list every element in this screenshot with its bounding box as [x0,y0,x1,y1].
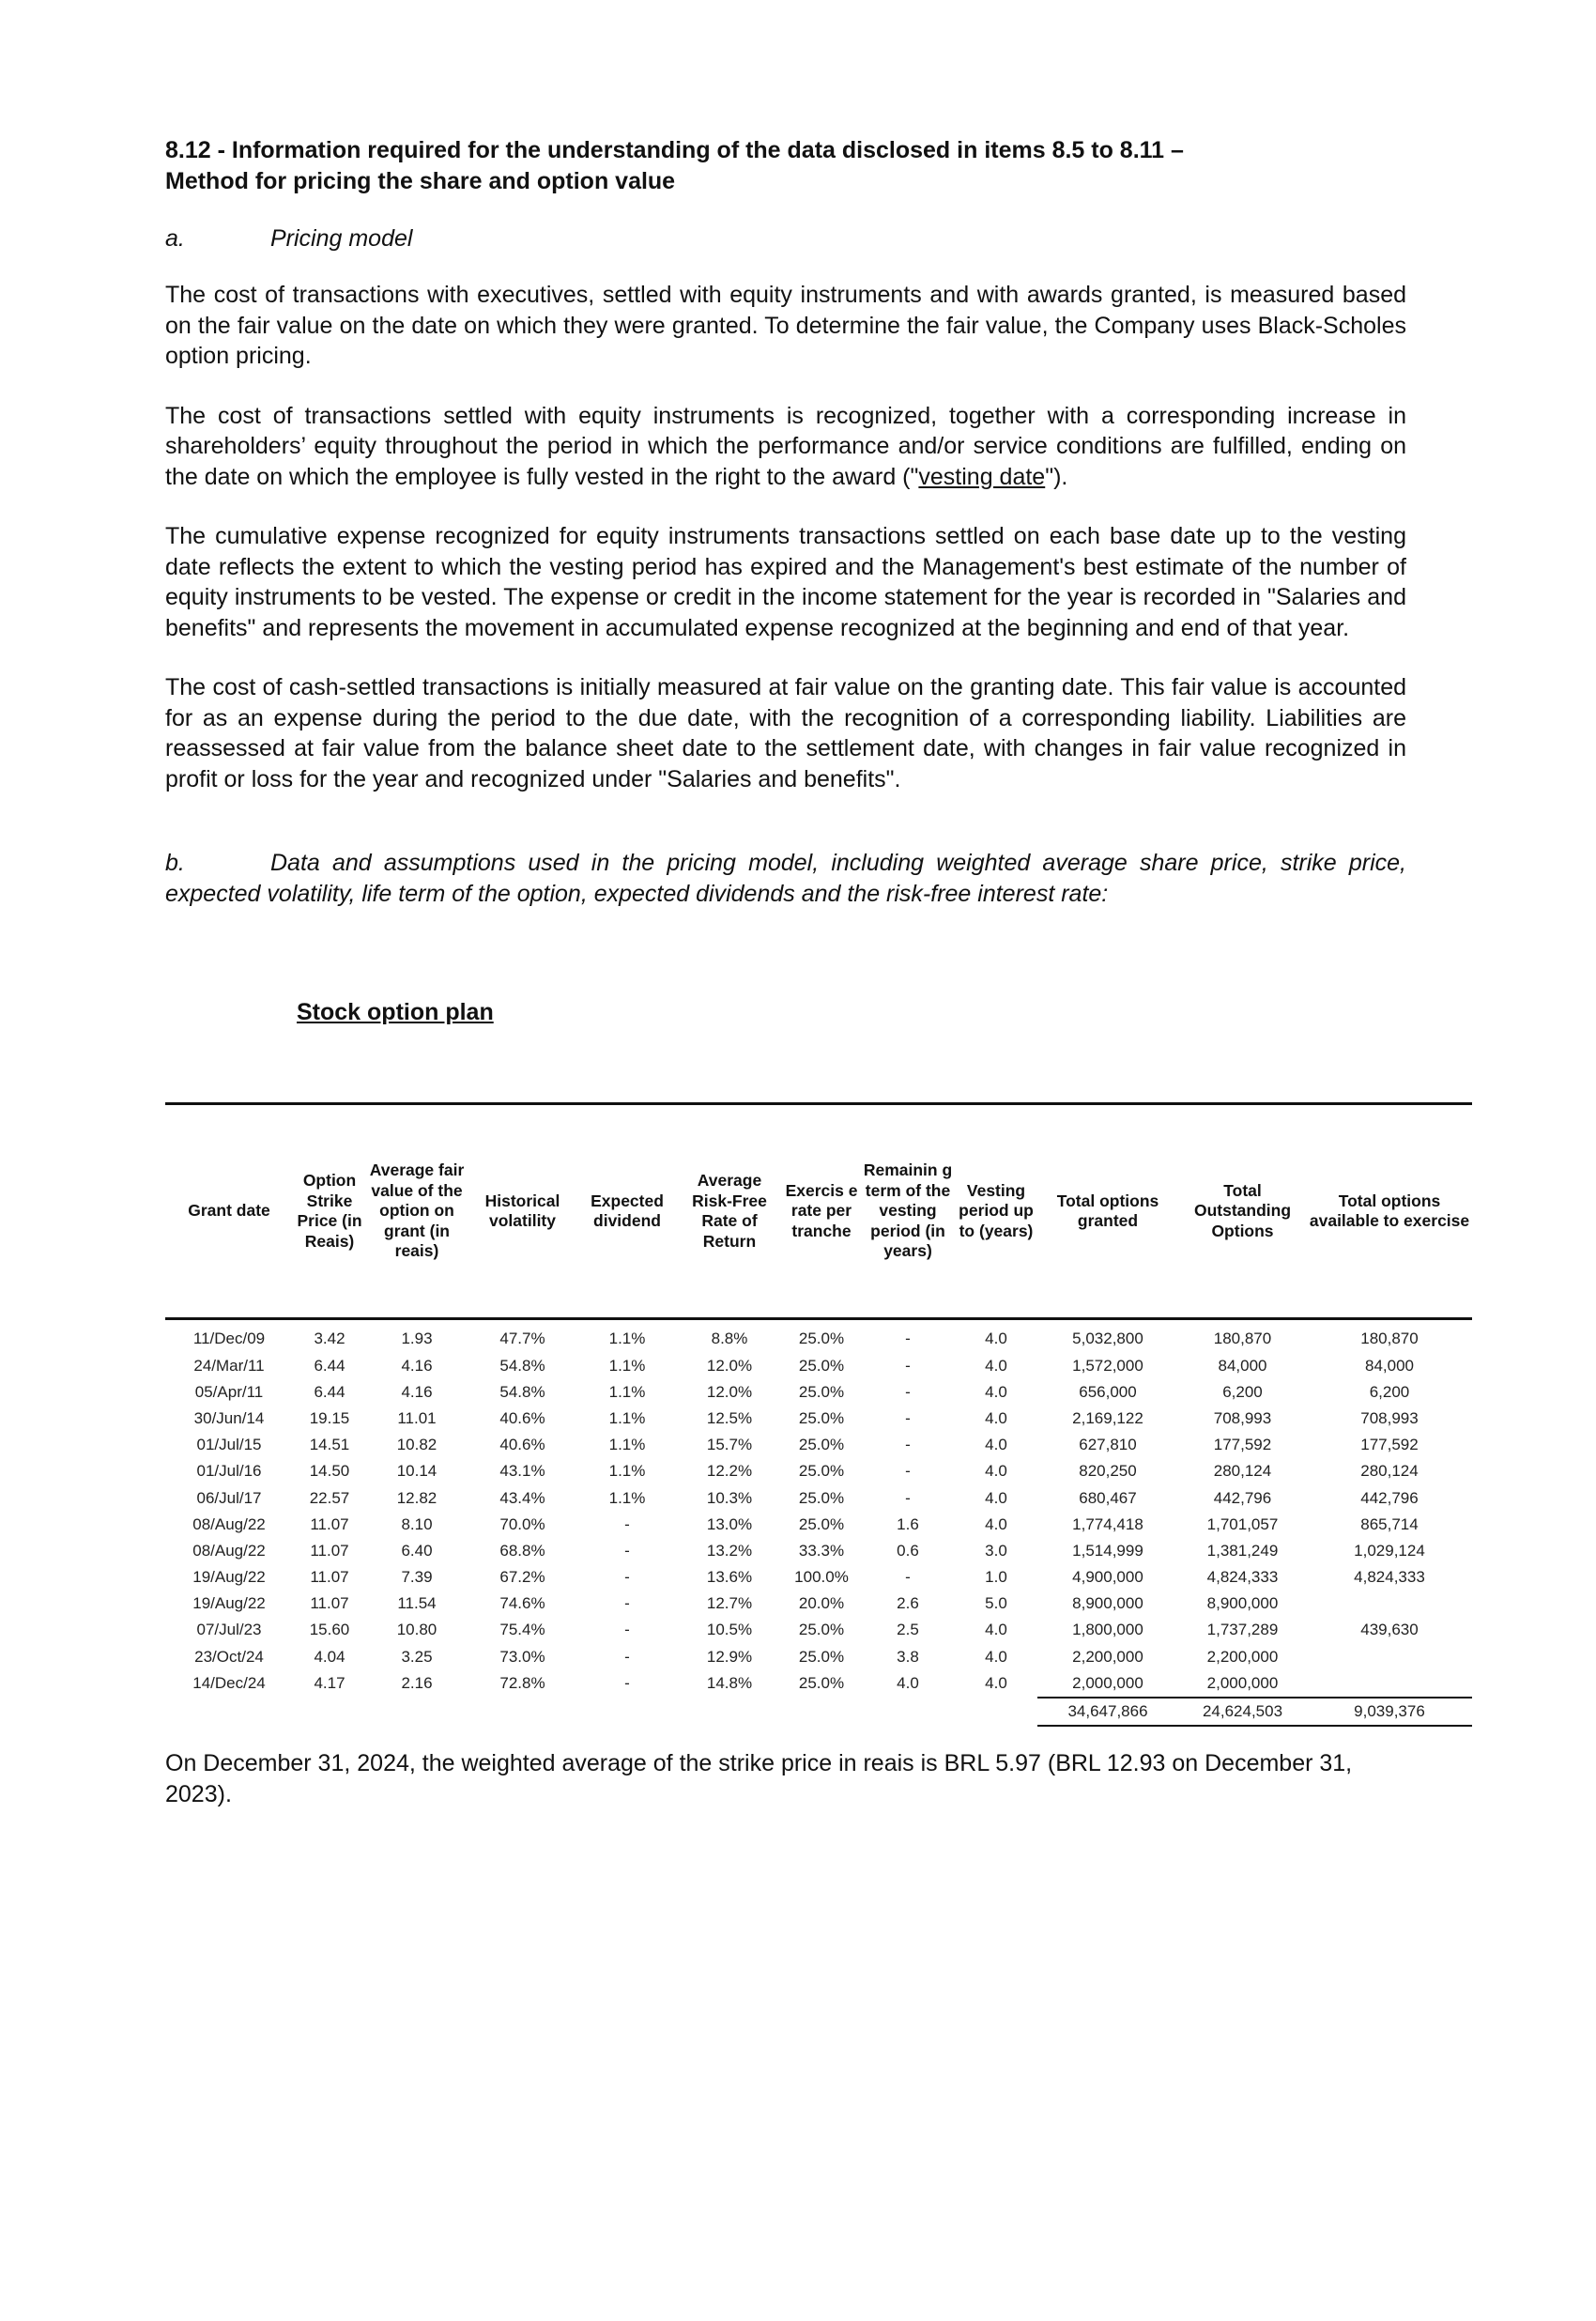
cell-vesting-period: 4.0 [985,1514,1007,1533]
cell-expected-dividend: 1.1% [608,1382,646,1401]
cell-exercise-rate: 25.0% [798,1382,845,1401]
cell-vesting-period: 4.0 [985,1647,1007,1666]
cell-remaining-term: 0.6 [897,1541,919,1560]
cell-risk-free-rate: 15.7% [706,1436,753,1454]
table-row [165,1432,1472,1458]
table-row [165,1379,1472,1406]
cell-remaining-term: - [905,1488,911,1507]
cell-fair-value: 11.54 [397,1594,437,1613]
paragraph-equity-settled-text: The cost of transactions settled with equity instruments is recognized, together with a corresponding increase in shareholders’ equity throughout the period in which the performance and/or service conditions are fulfilled, ending on the date on which the employee is fully vested in the right to the award (" [165,402,1406,490]
table-row [165,1353,1472,1379]
table-row [165,1564,1472,1591]
cell-historical-volatility: 43.4% [499,1488,545,1507]
cell-total-available [1307,1644,1472,1670]
cell-total-available: 865,714 [1360,1514,1419,1533]
cell-grant-date: 08/Aug/22 [192,1514,266,1533]
col-header-total-granted: Total options granted [1037,1105,1178,1319]
cell-grant-date: 30/Jun/14 [193,1408,265,1427]
cell-total-outstanding: 708,993 [1213,1408,1272,1427]
document-body [165,135,1406,1025]
cell-total-granted: 680,467 [1079,1488,1137,1507]
cell-fair-value: 3.25 [401,1647,433,1666]
cell-grant-date: 19/Aug/22 [192,1594,266,1613]
table-row [165,1644,1472,1670]
cell-strike-price: 15.60 [309,1621,350,1639]
cell-risk-free-rate: 12.7% [706,1594,753,1613]
cell-risk-free-rate: 12.9% [706,1647,753,1666]
col-header-exercise-rate: Exercis e rate per tranche [782,1105,861,1319]
cell-total-available: 442,796 [1360,1488,1419,1507]
cell-remaining-term: 2.6 [897,1594,919,1613]
cell-total-granted: 1,514,999 [1072,1541,1143,1560]
cell-risk-free-rate: 12.0% [706,1356,753,1375]
cell-fair-value: 11.01 [397,1408,437,1427]
cell-exercise-rate: 25.0% [798,1462,845,1481]
cell-vesting-period: 4.0 [985,1488,1007,1507]
cell-total-granted: 2,169,122 [1072,1408,1143,1427]
cell-historical-volatility: 67.2% [499,1568,545,1587]
cell-total-granted: 2,000,000 [1072,1673,1143,1692]
col-header-total-available: Total options available to exercise [1307,1105,1472,1319]
cell-historical-volatility: 70.0% [499,1514,545,1533]
cell-fair-value: 4.16 [401,1382,433,1401]
cell-strike-price: 14.50 [309,1462,350,1481]
cell-exercise-rate: 25.0% [798,1436,845,1454]
total-outstanding-sum: 24,624,503 [1178,1698,1307,1726]
cell-total-available: 180,870 [1360,1330,1419,1348]
cell-remaining-term: 1.6 [897,1514,919,1533]
cell-total-available [1307,1670,1472,1698]
cell-grant-date: 08/Aug/22 [192,1541,266,1560]
empty-cell [677,1698,782,1726]
empty-cell [165,1698,293,1726]
cell-fair-value: 10.82 [396,1436,437,1454]
cell-strike-price: 11.07 [310,1514,349,1533]
cell-remaining-term: 4.0 [897,1674,919,1693]
table-row [165,1670,1472,1698]
stock-option-table [165,1105,1472,1727]
cell-remaining-term: - [905,1356,911,1375]
cell-expected-dividend: - [624,1541,630,1560]
cell-grant-date: 19/Aug/22 [192,1568,266,1587]
cell-total-outstanding: 6,200 [1222,1382,1263,1401]
cell-total-available: 280,124 [1360,1462,1419,1481]
cell-total-available: 84,000 [1365,1356,1414,1375]
paragraph-cumulative-expense: The cumulative expense recognized for equity instruments transactions settled on each base date up to the vesting date reflects the extent to which the vesting period has expired and the Management's best estimate of the number of equity instruments to be vested. The expense or credit in the income statement for the year is recorded in "Salaries and benefits" and represents the movement in accumulated expense recognized at the beginning and end of that year. [165,523,1406,641]
subsection-a-letter: a. [165,225,185,252]
cell-total-outstanding: 1,737,289 [1206,1621,1279,1639]
cell-total-outstanding: 180,870 [1213,1330,1272,1348]
cell-fair-value: 8.10 [401,1514,433,1533]
empty-cell [955,1698,1037,1726]
cell-remaining-term: - [905,1382,911,1401]
cell-risk-free-rate: 10.5% [706,1621,753,1639]
cell-total-available: 6,200 [1369,1382,1410,1401]
cell-total-outstanding: 177,592 [1213,1436,1272,1454]
cell-exercise-rate: 25.0% [798,1621,845,1639]
cell-remaining-term: - [905,1436,911,1454]
cell-historical-volatility: 54.8% [499,1382,545,1401]
cell-risk-free-rate: 14.8% [706,1674,753,1693]
cell-fair-value: 1.93 [401,1330,433,1348]
cell-total-granted: 8,900,000 [1072,1594,1143,1613]
cell-vesting-period: 3.0 [985,1541,1007,1560]
cell-total-outstanding: 2,000,000 [1206,1673,1279,1692]
cell-total-granted: 656,000 [1079,1382,1137,1401]
empty-cell [468,1698,577,1726]
col-header-remaining-term: Remainin g term of the vesting period (in years) [861,1105,955,1319]
cell-strike-price: 4.17 [314,1674,345,1693]
cell-vesting-period: 4.0 [985,1436,1007,1454]
paragraph-pricing-model: The cost of transactions with executives, settled with equity instruments and with awards granted, is measured based on the fair value on the date on which they were granted. To determine the fair value, the Company uses Black-Scholes option pricing. [165,282,1406,369]
cell-grant-date: 01/Jul/15 [196,1436,262,1454]
cell-grant-date: 14/Dec/24 [192,1674,266,1693]
cell-grant-date: 24/Mar/11 [193,1356,265,1375]
cell-expected-dividend: 1.1% [608,1408,646,1427]
cell-expected-dividend: 1.1% [608,1436,646,1454]
cell-strike-price: 19.15 [309,1408,350,1427]
cell-fair-value: 10.14 [396,1462,437,1481]
table-row [165,1591,1472,1617]
cell-vesting-period: 4.0 [985,1382,1007,1401]
vesting-date-suffix: "). [1045,463,1068,490]
cell-strike-price: 11.07 [310,1568,349,1587]
table-row [165,1512,1472,1538]
cell-total-available: 439,630 [1360,1621,1419,1639]
cell-remaining-term: 3.8 [897,1647,919,1666]
col-header-grant-date: Grant date [165,1105,293,1319]
weighted-average-note: On December 31, 2024, the weighted average of the strike price in reais is BRL 5.97 (BRL 12.93 on December 31, 2023). [165,1750,1353,1807]
cell-exercise-rate: 25.0% [798,1514,845,1533]
cell-historical-volatility: 43.1% [499,1462,545,1481]
cell-historical-volatility: 47.7% [499,1330,545,1348]
col-header-strike-price: Option Strike Price (in Reais) [293,1105,366,1319]
cell-total-granted: 1,774,418 [1072,1514,1143,1533]
cell-fair-value: 10.80 [396,1621,437,1639]
cell-total-outstanding: 280,124 [1213,1462,1272,1481]
subsection-a [165,223,1406,254]
cell-total-available: 1,029,124 [1354,1541,1425,1560]
cell-exercise-rate: 25.0% [798,1408,845,1427]
cell-grant-date: 01/Jul/16 [196,1462,262,1481]
cell-strike-price: 22.57 [309,1488,350,1507]
cell-total-granted: 1,800,000 [1072,1621,1143,1639]
cell-historical-volatility: 40.6% [499,1408,545,1427]
cell-total-outstanding: 84,000 [1218,1356,1267,1375]
cell-expected-dividend: - [624,1568,630,1587]
cell-fair-value: 7.39 [401,1568,433,1587]
cell-remaining-term: - [905,1568,911,1587]
cell-historical-volatility: 68.8% [499,1541,545,1560]
table-row [165,1319,1472,1353]
cell-historical-volatility: 40.6% [499,1436,545,1454]
section-heading [165,135,1406,197]
cell-total-outstanding: 1,381,249 [1206,1541,1279,1560]
cell-strike-price: 6.44 [314,1382,345,1401]
cell-exercise-rate: 100.0% [794,1568,849,1587]
cell-total-granted: 4,900,000 [1072,1568,1143,1587]
cell-risk-free-rate: 12.0% [706,1382,753,1401]
cell-risk-free-rate: 13.0% [706,1514,753,1533]
cell-historical-volatility: 75.4% [499,1621,545,1639]
cell-expected-dividend: - [624,1674,630,1693]
cell-fair-value: 4.16 [401,1356,433,1375]
cell-total-granted: 627,810 [1079,1436,1137,1454]
cell-strike-price: 4.04 [314,1647,345,1666]
cell-vesting-period: 4.0 [985,1408,1007,1427]
table-row [165,1406,1472,1432]
cell-expected-dividend: 1.1% [608,1462,646,1481]
cell-remaining-term: - [905,1408,911,1427]
table-row [165,1458,1472,1484]
cell-exercise-rate: 25.0% [798,1647,845,1666]
empty-cell [293,1698,366,1726]
cell-strike-price: 11.07 [310,1594,349,1613]
subsection-b-title: Data and assumptions used in the pricing model, including weighted average share price, strike price, expected volatility, life term of the option, expected dividends and the risk-free interest rate: [165,850,1406,907]
cell-grant-date: 11/Dec/09 [192,1330,266,1348]
cell-strike-price: 6.44 [314,1356,345,1375]
cell-expected-dividend: - [624,1647,630,1666]
subsection-a-title: Pricing model [270,225,413,252]
cell-expected-dividend: - [624,1621,630,1639]
cell-historical-volatility: 72.8% [499,1674,545,1693]
cell-exercise-rate: 33.3% [798,1541,845,1560]
cell-vesting-period: 4.0 [985,1462,1007,1481]
cell-total-outstanding: 442,796 [1213,1488,1272,1507]
cell-vesting-period: 4.0 [985,1356,1007,1375]
col-header-total-outstanding: Total Outstanding Options [1178,1105,1307,1319]
cell-total-available [1307,1591,1472,1617]
cell-total-available: 4,824,333 [1354,1568,1425,1587]
empty-cell [577,1698,677,1726]
subsection-b [165,848,1406,910]
cell-remaining-term: - [905,1330,911,1348]
col-header-fair-value: Average fair value of the option on grant (in reais) [366,1105,468,1319]
cell-exercise-rate: 25.0% [798,1488,845,1507]
total-granted-sum: 34,647,866 [1037,1698,1178,1726]
cell-strike-price: 11.07 [310,1541,349,1560]
table-row [165,1538,1472,1564]
cell-risk-free-rate: 12.2% [706,1462,753,1481]
stock-option-table-container [165,1102,1472,1727]
table-row [165,1617,1472,1643]
cell-remaining-term: 2.5 [897,1621,919,1639]
cell-risk-free-rate: 13.2% [706,1541,753,1560]
cell-grant-date: 06/Jul/17 [196,1488,262,1507]
empty-cell [366,1698,468,1726]
cell-fair-value: 6.40 [401,1541,433,1560]
cell-grant-date: 07/Jul/23 [196,1621,262,1639]
cell-expected-dividend: 1.1% [608,1488,646,1507]
heading-line-2: Method for pricing the share and option value [165,168,676,194]
paragraph-cash-settled: The cost of cash-settled transactions is initially measured at fair value on the granting date. This fair value is accounted for as an expense during the period to the due date, with the recognition of a corresponding liability. Liabilities are reassessed at fair value from the balance sheet date to the settlement date, with changes in fair value recognized in profit or loss for the year and recognized under "Salaries and benefits". [165,674,1406,792]
cell-total-granted: 2,200,000 [1072,1647,1143,1666]
cell-exercise-rate: 25.0% [798,1356,845,1375]
cell-total-outstanding: 2,200,000 [1206,1647,1279,1666]
cell-total-available: 708,993 [1360,1408,1419,1427]
cell-exercise-rate: 25.0% [798,1330,845,1348]
stock-option-plan-title: Stock option plan [297,999,494,1025]
heading-line-1: 8.12 - Information required for the understanding of the data disclosed in items 8.5 to 8.11 – [165,137,1184,163]
cell-expected-dividend: - [624,1594,630,1613]
cell-expected-dividend: 1.1% [608,1356,646,1375]
col-header-vesting-period: Vesting period up to (years) [955,1105,1037,1319]
cell-grant-date: 05/Apr/11 [194,1382,264,1401]
cell-total-granted: 5,032,800 [1072,1330,1143,1348]
cell-total-outstanding: 1,701,057 [1206,1514,1279,1533]
cell-risk-free-rate: 13.6% [706,1568,753,1587]
cell-risk-free-rate: 12.5% [706,1408,753,1427]
cell-grant-date: 23/Oct/24 [194,1647,264,1666]
col-header-risk-free-rate: Average Risk-Free Rate of Return [677,1105,782,1319]
col-header-historical-volatility: Historical volatility [468,1105,577,1319]
cell-remaining-term: - [905,1462,911,1481]
cell-vesting-period: 5.0 [985,1594,1007,1613]
table-row [165,1484,1472,1511]
cell-risk-free-rate: 8.8% [711,1330,748,1348]
cell-total-available: 177,592 [1360,1436,1419,1454]
vesting-date-term: vesting date [918,463,1046,490]
cell-historical-volatility: 74.6% [499,1594,545,1613]
cell-total-outstanding: 4,824,333 [1206,1568,1279,1587]
paragraph-equity-settled [165,401,1406,493]
cell-vesting-period: 4.0 [985,1674,1007,1693]
total-available-sum: 9,039,376 [1307,1698,1472,1726]
cell-expected-dividend: - [624,1514,630,1533]
cell-expected-dividend: 1.1% [608,1330,646,1348]
cell-strike-price: 14.51 [309,1436,350,1454]
cell-total-outstanding: 8,900,000 [1206,1594,1279,1613]
cell-total-granted: 820,250 [1079,1462,1137,1481]
table-header-row [165,1105,1472,1319]
cell-fair-value: 12.82 [396,1488,437,1507]
table-body [165,1319,1472,1727]
subsection-b-letter: b. [165,850,185,876]
cell-strike-price: 3.42 [314,1330,345,1348]
cell-vesting-period: 1.0 [985,1568,1007,1587]
cell-fair-value: 2.16 [401,1674,433,1693]
cell-total-granted: 1,572,000 [1072,1356,1143,1375]
cell-exercise-rate: 20.0% [798,1594,845,1613]
cell-risk-free-rate: 10.3% [706,1488,753,1507]
cell-historical-volatility: 54.8% [499,1356,545,1375]
cell-vesting-period: 4.0 [985,1621,1007,1639]
cell-exercise-rate: 25.0% [798,1674,845,1693]
empty-cell [782,1698,861,1726]
col-header-expected-dividend: Expected dividend [577,1105,677,1319]
table-totals-row [165,1698,1472,1726]
empty-cell [861,1698,955,1726]
cell-historical-volatility: 73.0% [499,1647,545,1666]
cell-vesting-period: 4.0 [985,1330,1007,1348]
